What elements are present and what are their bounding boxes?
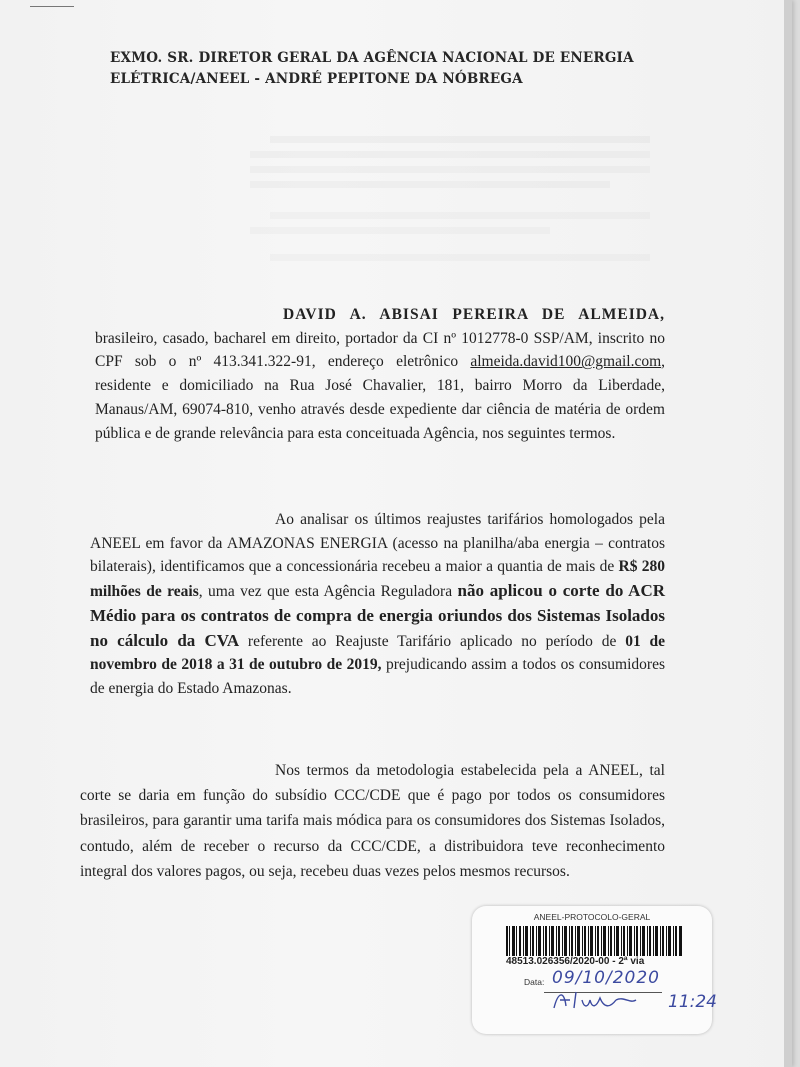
email-link[interactable]: almeida.david100@gmail.com [470,353,662,371]
analysis-amount: R$ 280 milhões de reais [90,558,665,601]
protocol-stamp [472,906,717,1034]
author-name: DAVID A. ABISAI PEREIRA DE ALMEIDA, [283,306,665,323]
show-through-text [250,130,670,269]
page-edge-mark [30,6,74,7]
date-label: Data: [524,977,545,987]
heading-line-2: ELÉTRICA/ANEEL - ANDRÉ PEPITONE DA NÓBREGA [110,71,523,87]
analysis-text-3: referente ao Reajuste Tarifário aplicado no período de [239,632,626,650]
methodology-text: Nos termos da metodologia estabelecida pela a ANEEL, tal corte se daria em função do subsídio CCC/CDE que é pago por todos os consumidores brasileiros, para garantir uma tarifa mais módica para os consumidores dos Sistemas Isolados, contudo, além de receber o recurso da CCC/CDE, a distribuidora teve reconhecimento integral dos valores pagos, ou seja, recebeu duas vezes pelos mesmos recursos. [80,762,665,880]
analysis-highlight: não aplicou o corte do ACR Médio para os contratos de compra de energia oriundos dos Sistemas Isolados no cálculo da CVA [90,581,666,650]
stamp-title: ANEEL-PROTOCOLO-GERAL [533,912,651,922]
analysis-period: 01 de novembro de 2018 a 31 de outubro de 2019, [90,632,665,674]
analysis-text-1: Ao analisar os últimos reajustes tarifários homologados pela ANEEL em favor da AMAZONAS ENERGIA (acesso na planilha/aba energia – contratos bilaterais), identificamos que a concessionária recebeu a maior a quantia de mais de [90,511,665,576]
handwritten-date: 09/10/2020 [552,968,660,988]
barcode-image [506,926,682,956]
analysis-text-2: , uma vez que esta Agência Reguladora [198,583,458,601]
paragraph-analysis [90,508,665,701]
paragraph-identification [95,303,665,445]
paragraph-methodology [80,758,665,884]
document-heading [110,48,670,90]
analysis-text-4: prejudicando assim a todos os consumidores de energia do Estado Amazonas. [90,656,665,697]
page-edge-shadow [784,0,792,1067]
handwritten-time: 11:24 [668,992,717,1012]
identification-text-b: , residente e domiciliado na Rua José Chavalier, 181, bairro Morro da Liberdade, Manaus/AM, 69074-810, venho através desde expediente dar ciência de matéria de ordem pública e de grande relevância para esta conceituada Agência, nos seguintes termos. [95,353,666,442]
handwritten-signature [524,986,672,1012]
identification-text-a: brasileiro, casado, bacharel em direito, portador da CI nº 1012778-0 SSP/AM, inscrito no CPF sob o nº 413.341.322-91, endereço eletrônico [95,329,665,371]
protocol-number: 48513.026356/2020-00 - 2ª via [506,956,645,967]
heading-line-1: EXMO. SR. DIRETOR GERAL DA AGÊNCIA NACIONAL DE ENERGIA [110,50,634,66]
